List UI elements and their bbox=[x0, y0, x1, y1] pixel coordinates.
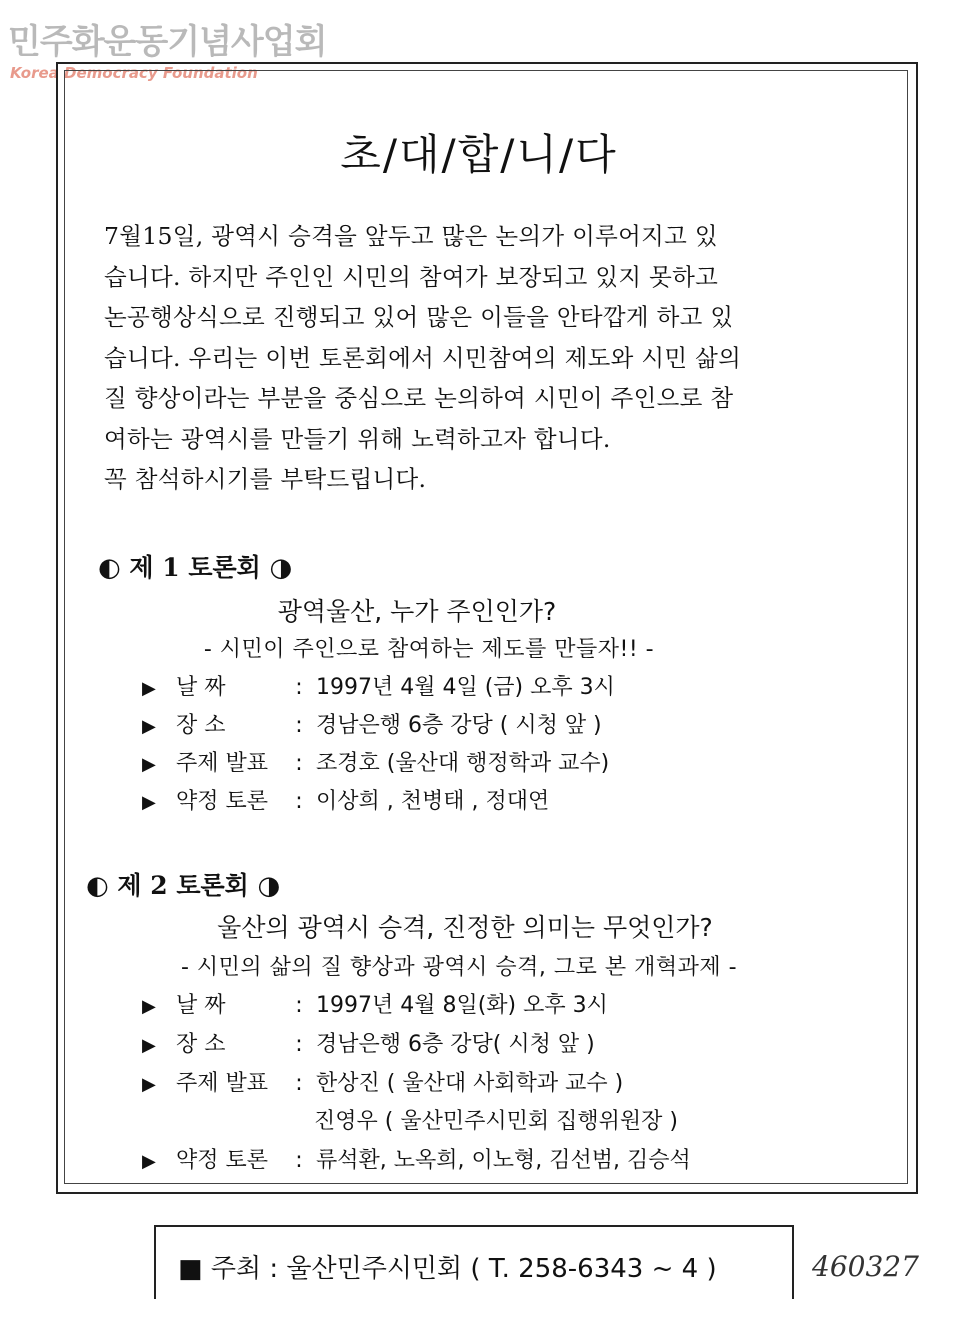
colon: : bbox=[295, 1032, 303, 1057]
forum1-heading bbox=[98, 548, 292, 584]
forum2-date-row bbox=[142, 988, 608, 1019]
forum2-title: 울산의 광역시 승격, 진정한 의미는 무엇인가? bbox=[217, 913, 713, 942]
colon: : bbox=[295, 1071, 303, 1096]
forum2-place-label: 장 소 bbox=[176, 1032, 226, 1057]
intro-line: 꼭 참석하시기를 부탁드립니다. bbox=[104, 465, 427, 493]
bullet-arrow-icon: ▶ bbox=[142, 1151, 156, 1172]
forum2-heading-label: 제 2 토론회 bbox=[117, 871, 249, 900]
forum1-heading-label: 제 1 토론회 bbox=[129, 553, 261, 582]
forum1-title: 광역울산, 누가 주인인가? bbox=[277, 597, 557, 626]
half-circle-left-icon: ◐ bbox=[98, 553, 121, 583]
intro-line: 논공행상식으로 진행되고 있어 많은 이들을 안타깝게 하고 있 bbox=[104, 303, 734, 331]
bullet-arrow-icon: ▶ bbox=[142, 716, 156, 737]
forum1-presenter-value: 조경호 (울산대 행정학과 교수) bbox=[316, 751, 610, 776]
forum2-heading bbox=[86, 866, 280, 902]
bullet-arrow-icon: ▶ bbox=[142, 996, 156, 1017]
half-circle-right-icon: ◑ bbox=[257, 871, 281, 901]
half-circle-left-icon: ◐ bbox=[86, 871, 109, 901]
forum2-presenter-value: 한상진 ( 울산대 사회학과 교수 ) bbox=[316, 1071, 624, 1096]
intro-line: 질 향상이라는 부분을 중심으로 논의하여 시민이 주인으로 참 bbox=[104, 384, 734, 412]
forum2-panel-value: 류석환, 노옥희, 이노형, 김선범, 김승석 bbox=[316, 1148, 691, 1173]
handwritten-number: 460327 bbox=[812, 1250, 919, 1283]
watermark-logo-korean: 민주화운동기념사업회 bbox=[8, 22, 327, 62]
host-info: ■ 주최 : 울산민주시민회 ( T. 258-6343 ~ 4 ) bbox=[178, 1254, 717, 1284]
colon: : bbox=[295, 751, 303, 776]
intro-line: 7월15일, 광역시 승격을 앞두고 많은 논의가 이루어지고 있 bbox=[104, 222, 718, 250]
bullet-arrow-icon: ▶ bbox=[142, 754, 156, 775]
forum2-place-row bbox=[142, 1027, 595, 1058]
forum1-panel-value: 이상희 , 천병태 , 정대연 bbox=[316, 789, 550, 814]
forum2-date-value: 1997년 4월 8일(화) 오후 3시 bbox=[316, 993, 608, 1018]
colon: : bbox=[295, 993, 303, 1018]
forum1-subtitle: - 시민이 주인으로 참여하는 제도를 만들자!! - bbox=[203, 637, 655, 662]
bullet-arrow-icon: ▶ bbox=[142, 678, 156, 699]
forum1-presenter-row bbox=[142, 746, 609, 777]
colon: : bbox=[295, 675, 303, 700]
forum2-presenter-label: 주제 발표 bbox=[176, 1071, 269, 1096]
colon: : bbox=[295, 713, 303, 738]
watermark-logo-english: Korea Democracy Foundation bbox=[10, 64, 258, 82]
intro-paragraph bbox=[104, 216, 874, 500]
page-title: 초/대/합/니/다 bbox=[340, 130, 618, 179]
colon: : bbox=[295, 789, 303, 814]
forum2-date-label: 날 짜 bbox=[176, 993, 226, 1018]
forum1-date-row bbox=[142, 670, 615, 701]
forum1-panel-row bbox=[142, 784, 549, 815]
forum1-panel-label: 약정 토론 bbox=[176, 789, 269, 814]
intro-line: 여하는 광역시를 만들기 위해 노력하고자 합니다. bbox=[104, 424, 611, 453]
bullet-arrow-icon: ▶ bbox=[142, 1035, 156, 1056]
forum2-panel-row bbox=[142, 1143, 691, 1174]
bullet-arrow-icon: ▶ bbox=[142, 792, 156, 813]
forum1-presenter-label: 주제 발표 bbox=[176, 751, 269, 776]
half-circle-right-icon: ◑ bbox=[269, 553, 293, 583]
intro-line: 습니다. 하지만 주인인 시민의 참여가 보장되고 있지 못하고 bbox=[104, 262, 719, 291]
colon: : bbox=[295, 1148, 303, 1173]
bullet-arrow-icon: ▶ bbox=[142, 1074, 156, 1095]
forum1-date-label: 날 짜 bbox=[176, 675, 226, 700]
forum1-place-label: 장 소 bbox=[176, 713, 226, 738]
forum2-panel-label: 약정 토론 bbox=[176, 1148, 269, 1173]
forum1-place-value: 경남은행 6층 강당 ( 시청 앞 ) bbox=[316, 713, 602, 738]
forum1-date-value: 1997년 4월 4일 (금) 오후 3시 bbox=[316, 675, 615, 700]
intro-line: 습니다. 우리는 이번 토론회에서 시민참여의 제도와 시민 삶의 bbox=[104, 343, 742, 372]
forum1-place-row bbox=[142, 708, 602, 739]
forum2-presenter-row bbox=[142, 1066, 623, 1097]
forum2-presenter-value-2: 진영우 ( 울산민주시민회 집행위원장 ) bbox=[314, 1109, 678, 1134]
forum2-place-value: 경남은행 6층 강당( 시청 앞 ) bbox=[316, 1032, 595, 1057]
forum2-subtitle: - 시민의 삶의 질 향상과 광역시 승격, 그로 본 개혁과제 - bbox=[180, 955, 738, 980]
